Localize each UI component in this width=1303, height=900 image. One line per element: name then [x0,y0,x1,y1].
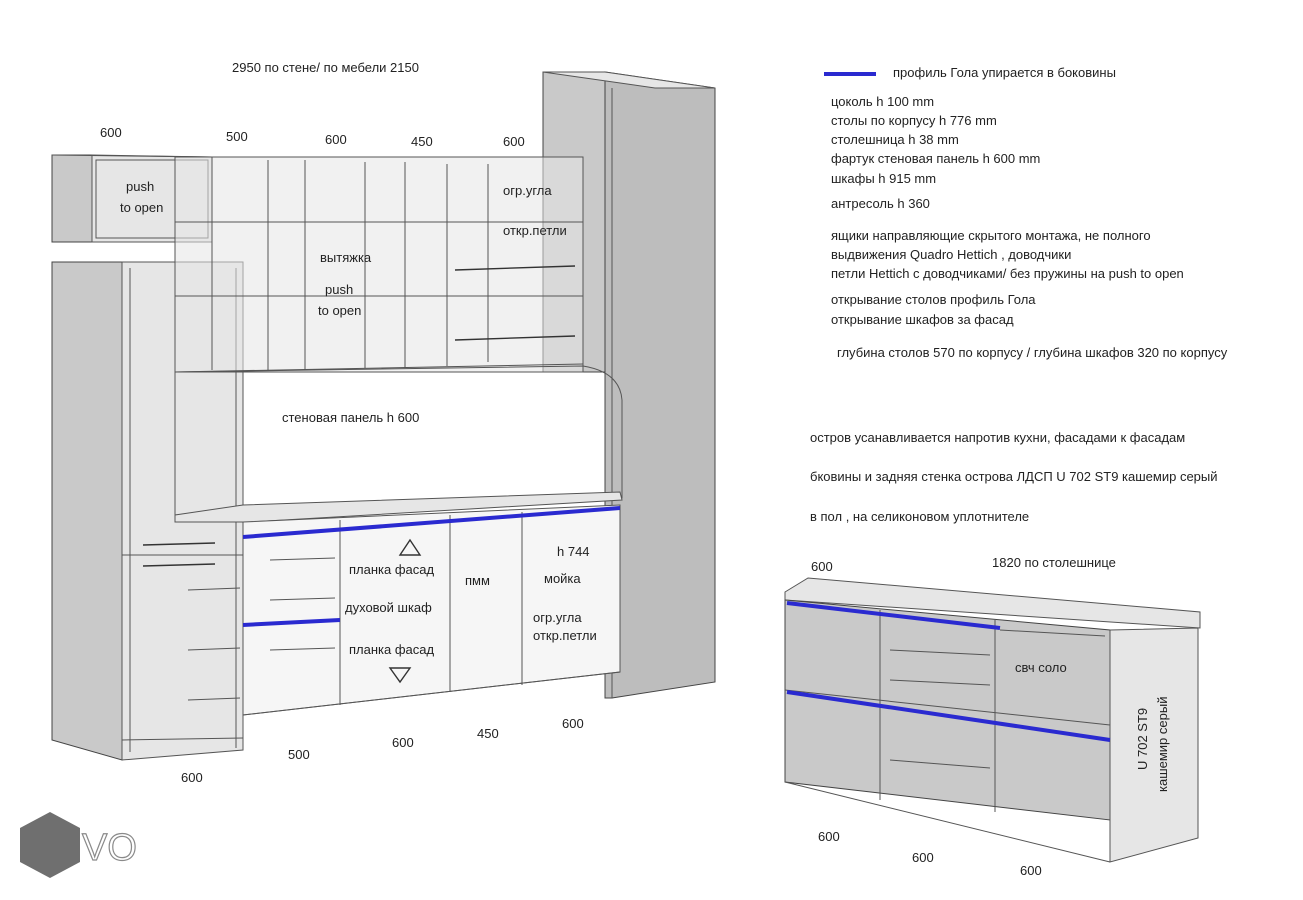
top-dim-3: 600 [325,132,347,147]
island-top-dim-left: 600 [811,559,833,574]
island-bottom-dim-2: 600 [912,850,934,865]
h744-label: h 744 [557,544,590,559]
bottom-dim-2: 500 [288,747,310,762]
sink-label: мойка [544,571,581,586]
microwave-label: свч соло [1015,660,1067,675]
hardware-line: выдвижения Quadro Hettich , доводчики [831,247,1072,262]
spec-line: фартук стеновая панель h 600 mm [831,151,1041,166]
island-side-text-1: U 702 ST9 [1135,707,1150,770]
dishwasher-label: пмм [465,573,490,588]
top-dim-4: 450 [411,134,433,149]
opening-line: открывание шкафов за фасад [831,312,1014,327]
top-dim-5: 600 [503,134,525,149]
spec-line: цоколь h 100 mm [831,94,935,109]
hood-label: вытяжка [320,250,372,265]
spec-line: столешница h 38 mm [831,132,959,147]
facade-bar-bottom-label: планка фасад [349,642,435,657]
oven-label: духовой шкаф [345,600,432,615]
island-side-text-2: кашемир серый [1155,696,1170,792]
island-note-line: бковины и задняя стенка острова ЛДСП U 702 ST9 кашемир серый [810,469,1218,484]
island-top-dim-center: 1820 по столешнице [992,555,1116,570]
open-hinge-label: откр.петли [503,223,567,238]
push-label-1b: to open [120,200,164,215]
island-diagram [785,555,1200,878]
hardware-line: петли Hettich с доводчиками/ без пружины на push to open [831,266,1184,281]
corner-limiter-label: огр.угла [503,183,552,198]
island-side [1110,628,1198,862]
opening-line: открывание столов профиль Гола [831,292,1036,307]
hardware-line: ящики направляющие скрытого монтажа, не полного [831,228,1151,243]
bottom-dim-1: 600 [181,770,203,785]
open-hinge-2-label: откр.петли [533,628,597,643]
bottom-dim-5: 600 [562,716,584,731]
main-header: 2950 по стене/ по мебели 2150 [232,60,419,75]
logo-text: VO [82,827,137,869]
wall-panel-label: стеновая панель h 600 [282,410,420,425]
bottom-dim-3: 600 [392,735,414,750]
corner-limiter-2-label: огр.угла [533,610,582,625]
bottom-dim-4: 450 [477,726,499,741]
logo-hexagon-icon [20,812,80,878]
push-label-1: push [126,179,155,194]
gola-legend-text: профиль Гола упирается в боковины [893,65,1116,80]
depth-note: глубина столов 570 по корпусу / глубина шкафов 320 по корпусу [837,345,1228,360]
push-label-2: push [325,282,354,297]
island-bottom-dim-1: 600 [818,829,840,844]
top-dim-2: 500 [226,129,248,144]
top-dim-1: 600 [100,125,122,140]
island-note-line: остров усанавливается напротив кухни, фасадами к фасадам [810,430,1186,445]
evo-logo [20,812,137,878]
facade-bar-top-label: планка фасад [349,562,435,577]
main-kitchen-diagram [52,60,715,785]
island-note-line: в пол , на селиконовом уплотнителе [810,509,1030,524]
spec-line: шкафы h 915 mm [831,171,937,186]
spec-line: антресоль h 360 [831,196,930,211]
push-label-2b: to open [318,303,362,318]
island-bottom-dim-3: 600 [1020,863,1042,878]
spec-line: столы по корпусу h 776 mm [831,113,997,128]
